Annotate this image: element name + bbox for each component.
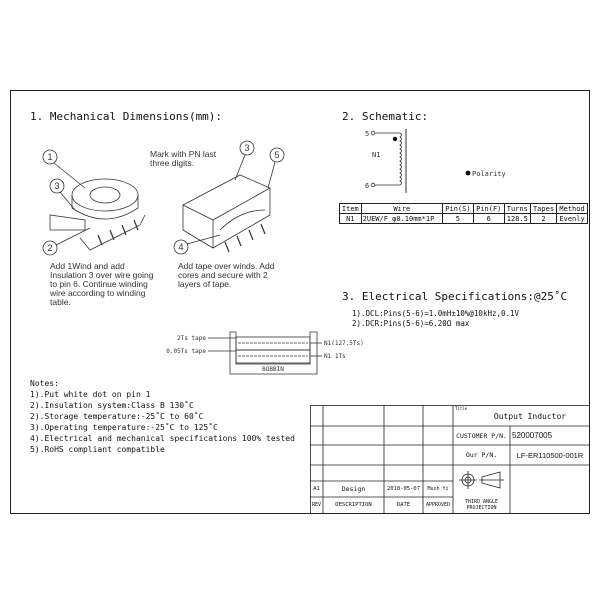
th-pin-f: Pin(F)	[473, 204, 504, 214]
electrical-title: 3. Electrical Specifications:@25˚C	[342, 290, 568, 303]
note-item: 1).Put white dot on pin 1	[30, 390, 151, 399]
note-item: 2).Storage temperature:-25˚C to 60˚C	[30, 412, 204, 421]
approved-value: Mush Yi	[427, 486, 449, 492]
drawing-title: Output Inductor	[493, 412, 567, 421]
customer-pn: 520007005	[512, 431, 553, 440]
label-005ts-tape: 0.05Ts tape	[166, 348, 206, 355]
cell-item: N1	[340, 214, 362, 224]
note-item: 4).Electrical and mechanical specifications 100% tested	[30, 434, 295, 443]
label-2ts-tape: 2Ts tape	[177, 335, 206, 342]
th-pin-s: Pin(S)	[443, 204, 474, 214]
approved-header: APPROVED	[425, 502, 451, 508]
polarity-label: Polarity	[472, 170, 506, 178]
note-item: 5).RoHS compliant compatible	[30, 445, 165, 454]
callout-4: 4	[178, 242, 184, 252]
th-item: Item	[340, 204, 362, 214]
spec-dcr: 2).DCR:Pins(5-6)=6.20Ω max	[352, 319, 470, 328]
title-block	[310, 405, 590, 514]
cell-wire: 2UEW/F φ0.10mm*1P	[361, 214, 442, 224]
callout-1: 1	[47, 152, 53, 162]
callout-3b: 3	[244, 143, 250, 153]
label-n1-1ts: N1 1Ts	[324, 353, 346, 360]
our-pn-label: Our P/N.	[465, 451, 498, 459]
rev-header: REV	[311, 502, 322, 508]
polarity-dot	[393, 137, 397, 141]
cell-pin-s: 5	[443, 214, 474, 224]
table-row	[340, 214, 588, 224]
rev-value: A1	[313, 486, 320, 492]
cell-method: Evenly	[557, 214, 588, 224]
callout-3: 3	[54, 181, 60, 191]
callout-2: 2	[47, 243, 53, 253]
cell-pin-f: 6	[473, 214, 504, 224]
schematic-title: 2. Schematic:	[342, 110, 429, 123]
callout-5: 5	[274, 150, 280, 160]
th-tapes: Tapes	[530, 204, 556, 214]
mechanical-title: 1. Mechanical Dimensions(mm):	[30, 110, 223, 123]
mark-label: Mark with PN last three digits.	[150, 149, 217, 168]
date-header: DATE	[396, 502, 411, 508]
spec-ocl: 1).OCL:Pins(5-6)=1.0mH±10%@10kHz,0.1V	[352, 309, 520, 318]
our-pn: LF-ER110500-001R	[516, 450, 584, 460]
caption-right: Add tape over winds. Add cores and secure with 2 layers of tape.	[178, 261, 275, 289]
description-header: DESCRIPTION	[335, 502, 372, 508]
cell-tapes: 2	[530, 214, 556, 224]
winding-table	[339, 203, 588, 224]
pin-6-label: 6	[365, 182, 370, 190]
th-turns: Turns	[504, 204, 530, 214]
caption-left: Add 1Wind and add Insulation 3 over wire going to pin 6. Continue winding wire according to winding table.	[50, 261, 154, 307]
label-n1-layer: N1(127.5Ts)	[324, 340, 364, 347]
customer-pn-label: CUSTOMER P/N.	[456, 431, 507, 440]
pin-5-label: 5	[365, 130, 370, 138]
projection-label: THIRD ANGLE PROJECTION	[464, 499, 499, 511]
winding-cross-section	[140, 328, 400, 376]
bobbin-label: BOBBIN	[262, 366, 284, 373]
notes-title: Notes:	[30, 379, 59, 388]
polarity-legend-dot	[466, 171, 471, 176]
schematic-diagram	[360, 125, 520, 195]
title-label: Title	[455, 406, 468, 411]
th-method: Method	[557, 204, 588, 214]
note-item: 3).Operating temperature:-25˚C to 125˚C	[30, 423, 218, 432]
th-wire: Wire	[361, 204, 442, 214]
date-value: 2018-05-07	[386, 486, 421, 492]
cell-turns: 128.5	[504, 214, 530, 224]
notes	[30, 378, 295, 455]
description-value: Design	[341, 485, 366, 493]
note-item: 2).Insulation system:Class B 130˚C	[30, 401, 194, 410]
winding-label: N1	[372, 151, 381, 159]
